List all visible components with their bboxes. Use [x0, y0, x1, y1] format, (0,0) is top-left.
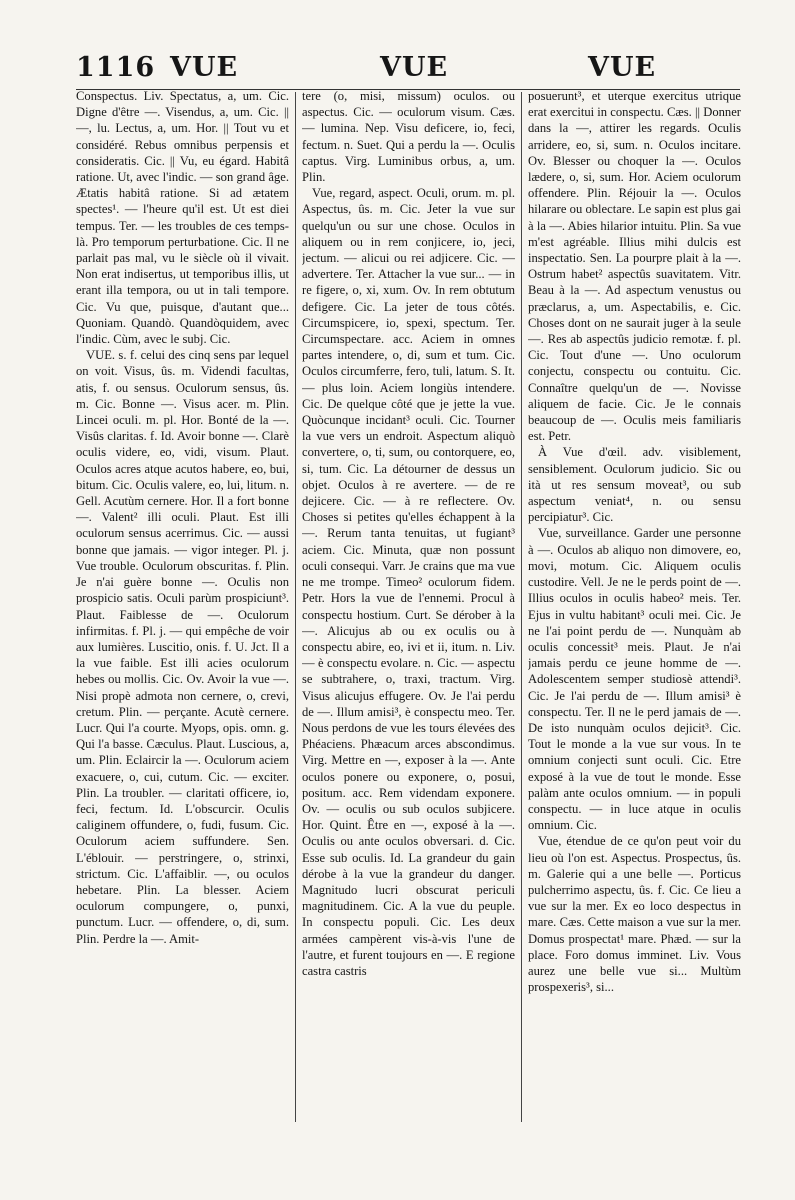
column-middle — [302, 88, 515, 1128]
entry-paragraph: VUE. s. f. celui des cinq sens par lequel on voit. Visus, ûs. m. Videndi facultas, atis, f. ou sensus. Oculorum sensus, ûs. m. Cic. Bonne —. Visus acer. m. Plin. Lincei oculi. m. pl. Hor. Bonté de la —. Visûs claritas. f. Id. Avoir bonne —. Clarè oculis videre, eo, vidi, visum. Plaut. Oculos acres atque acutos habere, eo, bui, bitum. Cic. Oculis valere, eo, lui, litum. n. Gell. Acutùm cernere. Hor. Il a fort bonne —. Valent² illi oculi. Plaut. Est illi oculorum sensus acerrimus. Cic. — aussi bonne que jamais. — vigor integer. Pl. j. Vue trouble. Oculorum obscuritas. f. Plin. Je n'ai guère bonne —. Oculis non prospicio satis. Oculi parùm prospiciunt³. Plaut. Faiblesse de —. Oculorum infirmitas. f. Pl. j. — qui empêche de voir aux lumières. Luscitio, onis. f. U. Jct. Il a la vue faible. Est illi acies oculorum hebes ou mollis. Cic. Ov. Avoir la vue —. Nisi propè admota non cernere, o, crevi, cretum. Plin. — perçante. Acutè cernere. Lucr. Qui l'a courte. Myops, opis. omn. g. Qui l'a basse. Cæculus. Plaut. Luscious, a, um. Plin. Eclaircir la —. Oculorum aciem exacuere, o, cui, cutum. Cic. — exciter. Plin. La troubler. — claritati officere, io, feci, fectum. Id. L'obscurcir. Oculis caliginem offundere, o, fudi, fusum. Cic. Oculorum aciem suffundere. Sen. L'éblouir. — perstringere, o, strinxi, strictum. Cic. L'affaiblir. —, ou oculos hebetare. Plin. La blesser. Aciem oculorum compungere, o, punxi, punctum. Lucr. — offendere, o, di, sum. Plin. Perdre la —. Amit- — [76, 348, 289, 946]
entry-paragraph: Vue, surveillance. Garder une personne à —. Oculos ab aliquo non dimovere, eo, movi, motum. Cic. Aliquem oculis custodire. Vell. Je ne le perds point de —. Illius oculos in oculis habeo² meis. Ter. Ejus in vultu habitant³ oculi mei. Cic. Je ne l'ai point perdu de —. Nunquàm ab oculis concessit³ meis. Plaut. Je n'ai jamais perdu ce jeune homme de —. Adolescentem semper studiosè attendi³. Cic. Je l'ai perdu de —. Illum amisi³ è conspectu. Ter. Il ne le perd jamais de —. De isto nunquàm oculos dejicit³. Cic. Tout le monde a la vue sur vous. In te omnium conjecti sunt oculi. Cic. Etre exposé à la vue de tout le monde. Esse palàm ante oculos omnium. — in populi conspectu. — in luce atque in oculis omnium. Cic. — [528, 526, 741, 833]
column-divider — [521, 92, 522, 1122]
column-divider — [295, 92, 296, 1122]
headword-center: VUE — [380, 52, 449, 83]
entry-paragraph: posuerunt³, et uterque exercitus utrique erat exercitui in conspectu. Cæs. || Donner dans la —, attirer les regards. Oculis arridere, eo, si, sum. n. Oculos incitare. Ov. Blesser ou choquer la —. Oculos lædere, o, si, sum. Hor. Aciem oculorum offendere. Plin. Réjouir la —. Oculos hilarare ou oblectare. Le sapin est plus gai à la —. Abies hilarior intuitu. Plin. Sa vue m'est agréable. Illius mihi dulcis est inspectatio. Sen. La pourpre plait à la —. Ostrum habet² aspectûs suavitatem. Vitr. Beau à la —. Ad aspectum venustus ou præclarus, a, um. Aspectabilis, e. Cic. Choses dont on ne saurait juger à la seule —. Res ab aspectûs judicio remotæ. f. pl. Cic. Tout d'une —. Uno oculorum conjectu, conspectu ou contuitu. Cic. Connaître quelqu'un de —. Novisse aliquem de facie. Cic. Je le connais beaucoup de —. Oculis meis familiaris est. Petr. — [528, 89, 741, 444]
column-right — [528, 88, 741, 1128]
headword-left: VUE — [170, 52, 239, 83]
entry-paragraph: tere (o, misi, missum) oculos. ou aspectus. Cic. — oculorum visum. Cæs. — lumina. Nep. Visu deficere, io, feci, fectum. n. Suet. Qui a perdu la —. Oculis captus. Virg. Luminibus orbus, a, um. Plin. — [302, 89, 515, 185]
entry-paragraph: Vue, étendue de ce qu'on peut voir du lieu où l'on est. Aspectus. Prospectus, ûs. m. Galerie qui a une belle —. Porticus pulcherrimo aspectu, ûs. f. Cic. Ce lieu a vue sur la mer. Ex eo loco despectus in mare. Cæs. Cette maison a vue sur la mer. Domus prospectat¹ mare. Phæd. — sur la place. Foro domus imminet. Liv. Vous aurez une belle vue si... Multùm prospexeris³, si... — [528, 834, 741, 995]
headword-right: VUE — [588, 52, 657, 83]
running-header — [0, 52, 795, 84]
page-number: 1116 — [76, 52, 156, 83]
entry-paragraph: Vue, regard, aspect. Oculi, orum. m. pl. Aspectus, ûs. m. Cic. Jeter la vue sur quelqu'un ou sur une chose. Oculos in aliquem ou in rem conjicere, io, jeci, jectum. — alicui ou rei adjicere. Cic. — advertere. Ter. Attacher la vue sur... — in re figere, o, xi, xum. Ov. In rem obtutum defigere. Cic. La jeter de tous côtés. Circumspicere, io, spexi, spectum. Ter. Circumspectare. acc. Aciem in omnes partes intendere, o, di, sum et tum. Cic. Oculos circumferre, fero, tuli, latum. S. It. — plus loin. Aciem longiùs intendere. Cic. De quelque côté que je jette la vue. Quòcunque incidant³ oculi. Cic. Tourner la vue vers un endroit. Aspectum aliquò convertere, o, ti, sum, ou contorquere, eo, si, tum. Cic. La détourner de dessus un objet. Oculos à re avertere. — de re dejicere. Cic. — à re reflectere. Ov. Choses si petites qu'elles échappent à la —. Rerum tanta tenuitas, ut fugiant³ aciem. Cic. Minuta, quæ non possunt oculi consequi. Varr. Je crains que ma vue ne me trompe. Timeo² oculorum fidem. Petr. Hors la vue de l'ennemi. Procul à conspectu hostium. Curt. Se dérober à la —. Alicujus ab ou ex oculis ou à conspectu abire, eo, ivi et ii, itum. n. Liv. — è conspectu evolare. n. Cic. — aspectu se subtrahere, o, traxi, tractum. Virg. Visus alicujus effugere. Ov. Je l'ai perdu de —. Illum amisi³, è conspectu meo. Ter. Nous perdons de vue les tours élevées des Phéaciens. Phæacum arces abscondimus. Virg. Mettre en —, exposer à la —. Ante oculos ponere ou exponere, o, posui, positum. acc. Rem videndam exponere. Ov. — oculis ou sub oculos subjicere. Hor. Quint. Être en —, exposé à la —. Oculis ou ante oculos obversari. d. Cic. Esse sub oculis. Id. La grandeur du gain dérobe à la vue la grandeur du danger. Magnitudo lucri obscurat periculi magnitudinem. Cic. A la vue du peuple. In conspectu populi. Cic. Les deux armées campèrent vis-à-vis l'une de l'autre, et furent toujours en —. E regione castra castris — [302, 186, 515, 978]
entry-paragraph: À Vue d'œil. adv. visiblement, sensiblement. Oculorum judicio. Sic ou ità ut res sensum moveat³, ou sub aspectum veniat⁴, n. ou sensu percipiatur³. Cic. — [528, 445, 741, 525]
column-left — [76, 88, 289, 1128]
entry-paragraph: Conspectus. Liv. Spectatus, a, um. Cic. Digne d'être —. Visendus, a, um. Cic. || —, lu. Lectus, a, um. Hor. || Tout vu et considéré. Rebus omnibus perpensis et consideratis. Cic. || Vu, eu égard. Habitâ ratione. Ut, avec l'indic. — son grand âge. Ætatis habitâ ratione. Si ad ætatem spectes¹. — l'heure qu'il est. Ut est diei tempus. Ter. — les troubles de ces temps-là. Pro temporum perturbatione. Cic. Il ne parlait pas mal, vu le siècle où il vivait. Non erat indisertus, ut temporibus illis, ut erant illa tempora, ou ut in tali tempore. Cic. Vu que, puisque, d'autant que... Quoniam. Quandò. Quandòquidem, avec l'indic. Cùm, avec le subj. Cic. — [76, 89, 289, 347]
